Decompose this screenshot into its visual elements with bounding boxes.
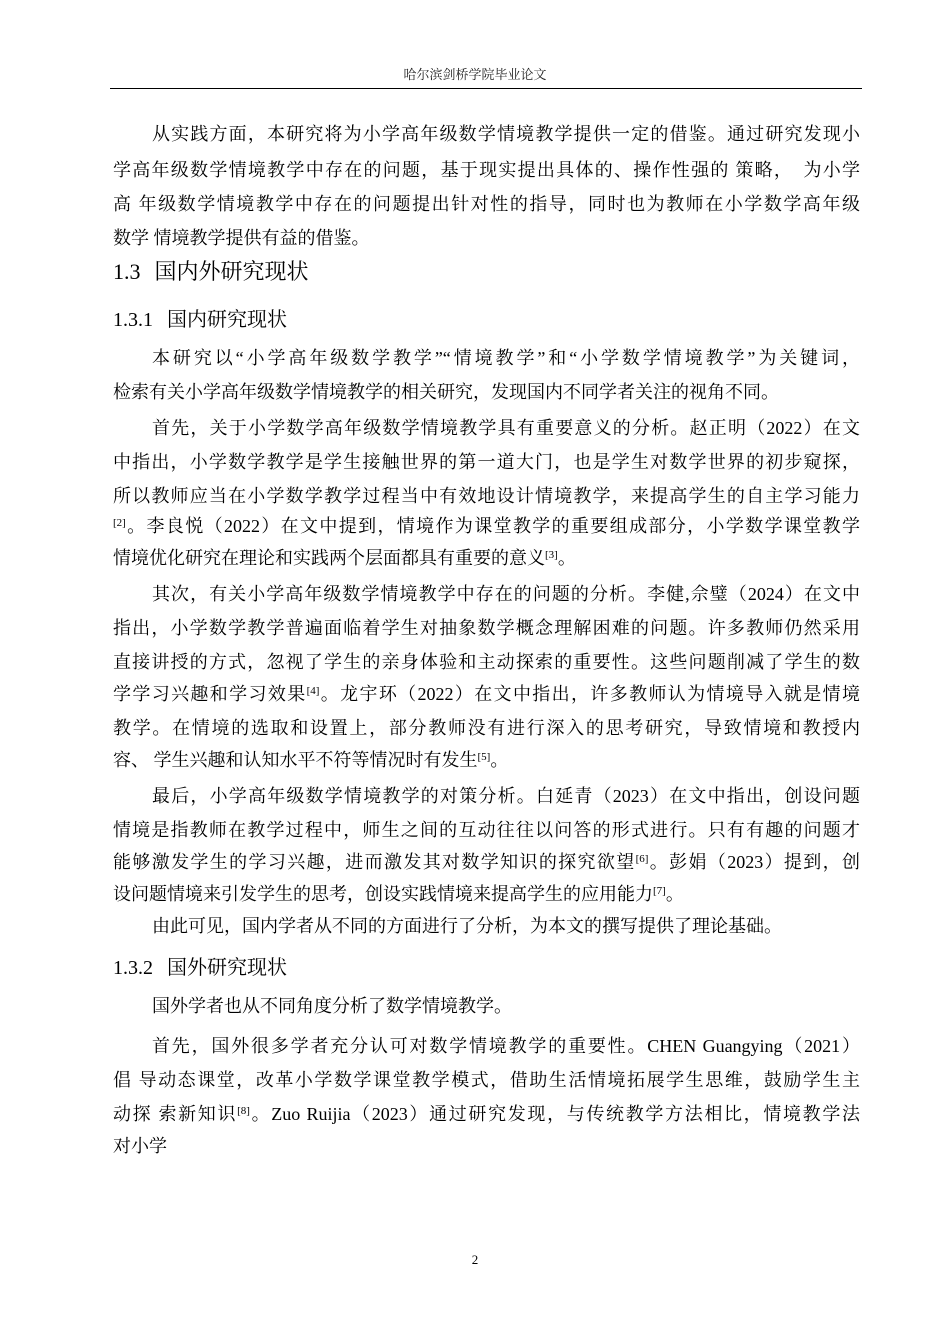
text-run: 教学。在情境的选取和设置上，部分教师没有进行深入的思考研究，导致情境和教授内	[113, 718, 860, 738]
text-line	[113, 1102, 860, 1126]
text-line	[113, 514, 860, 538]
heading-text: 国内研究现状	[167, 309, 287, 331]
citation-reference: [3]	[545, 549, 558, 561]
text-run: 本研究以“小学高年级数学教学”“情境教学”和“小学数学情境教学”为关键词，	[152, 348, 860, 368]
text-run: 所以教师应当在小学数学教学过程当中有效地设计情境教学，来提高学生的自主学习能力	[113, 486, 860, 506]
header-rule	[110, 88, 862, 89]
text-line	[113, 616, 860, 640]
citation-reference: [7]	[653, 885, 666, 897]
text-line	[113, 1134, 860, 1158]
text-run: 检索有关小学高年级数学情境教学的相关研究，发现国内不同学者关注的视角不同。	[113, 382, 779, 402]
text-run: 情境是指教师在教学过程中，师生之间的互动往往以问答的形式进行。只有有趣的问题才	[113, 820, 860, 840]
text-run: 。龙宇环（2022）在文中指出，许多教师认为情境导入就是情境	[319, 684, 860, 704]
text-run: 指出，小学数学教学普遍面临着学生对抽象数学概念理解困难的问题。许多教师仍然采用	[113, 618, 860, 638]
text-run: 中指出，小学数学教学是学生接触世界的第一道大门，也是学生对数学世界的初步窥探，	[113, 452, 860, 472]
text-line	[152, 994, 860, 1018]
text-run: 情境优化研究在理论和实践两个层面都具有重要的意义	[113, 548, 545, 568]
text-line	[152, 1034, 860, 1058]
text-run: 倡 导动态课堂，改革小学数学课堂教学模式，借助生活情境拓展学生思维，鼓励学生主	[113, 1070, 860, 1090]
text-run: 。彭娟（2023）提到，创	[648, 852, 860, 872]
text-line	[113, 484, 860, 508]
heading-number: 1.3	[113, 259, 141, 284]
citation-reference: [4]	[306, 685, 320, 697]
text-line	[113, 226, 860, 250]
text-line	[152, 122, 860, 146]
heading-text: 国内外研究现状	[154, 259, 309, 284]
text-line	[113, 682, 860, 706]
subsection-heading	[113, 307, 287, 333]
text-line	[113, 882, 860, 906]
text-run: 动探 索新知识	[113, 1104, 238, 1124]
text-run: 最后，小学高年级数学情境教学的对策分析。白延青（2023）在文中指出，创设问题	[152, 786, 860, 806]
citation-reference: [2]	[113, 517, 126, 529]
text-line	[113, 192, 860, 216]
page-number: 2	[471, 1252, 479, 1267]
text-line	[113, 1068, 860, 1092]
text-run: 学高年级数学情境教学中存在的问题，基于现实提出具体的、操作性强的 策略， 为小学	[113, 160, 860, 180]
text-run: 对小学	[113, 1136, 167, 1156]
text-run: 首先，国外很多学者充分认可对数学情境教学的重要性。CHEN Guangying（2021）	[152, 1036, 860, 1056]
heading-text: 国外研究现状	[167, 957, 287, 979]
subsection-heading	[113, 955, 287, 981]
text-line	[113, 546, 860, 570]
text-line	[113, 818, 860, 842]
text-run: 设问题情境来引发学生的思考，创设实践情境来提高学生的应用能力	[113, 884, 653, 904]
text-line	[113, 716, 860, 740]
text-line	[152, 582, 860, 606]
page-header: 哈尔滨剑桥学院毕业论文	[403, 67, 547, 82]
text-run: 。	[490, 750, 509, 770]
text-line	[113, 450, 860, 474]
citation-reference: [6]	[635, 853, 649, 865]
text-line	[113, 380, 860, 404]
text-run: 。李良悦（2022）在文中提到，情境作为课堂教学的重要组成部分，小学数学课堂教学	[125, 516, 860, 536]
text-line	[152, 416, 860, 440]
text-run: 能够激发学生的学习兴趣，进而激发其对数学知识的探究欲望	[113, 852, 636, 872]
text-run: 国外学者也从不同角度分析了数学情境教学。	[152, 996, 512, 1016]
text-line	[113, 850, 860, 874]
text-run: 其次，有关小学高年级数学情境教学中存在的问题的分析。李健,佘璧（2024）在文中	[152, 584, 860, 604]
text-run: 容、 学生兴趣和认知水平不符等情况时有发生	[113, 750, 478, 770]
text-run: 。	[557, 548, 576, 568]
text-line	[113, 748, 860, 772]
text-run: 从实践方面，本研究将为小学高年级数学情境教学提供一定的借鉴。通过研究发现小	[152, 124, 860, 144]
text-run: 高 年级数学情境教学中存在的问题提出针对性的指导，同时也为教师在小学数学高年级	[113, 194, 860, 214]
text-line	[152, 784, 860, 808]
text-run: 。Zuo Ruijia（2023）通过研究发现，与传统教学方法相比，情境教学法	[249, 1104, 860, 1124]
text-run: 。	[665, 884, 684, 904]
text-run: 学学习兴趣和学习效果	[113, 684, 307, 704]
text-run: 首先，关于小学数学高年级数学情境教学具有重要意义的分析。赵正明（2022）在文	[152, 418, 860, 438]
text-line	[113, 158, 860, 182]
text-run: 由此可见，国内学者从不同的方面进行了分析，为本文的撰写提供了理论基础。	[152, 916, 782, 936]
text-run: 数学 情境教学提供有益的借鉴。	[113, 228, 370, 248]
text-line	[152, 914, 860, 938]
citation-reference: [5]	[477, 751, 491, 763]
text-line	[113, 650, 860, 674]
text-run: 直接讲授的方式，忽视了学生的亲身体验和主动探索的重要性。这些问题削减了学生的数	[113, 652, 860, 672]
text-line	[152, 346, 860, 370]
citation-reference: [8]	[237, 1105, 250, 1117]
heading-number: 1.3.2	[113, 957, 153, 979]
section-heading	[113, 258, 309, 286]
heading-number: 1.3.1	[113, 309, 153, 331]
